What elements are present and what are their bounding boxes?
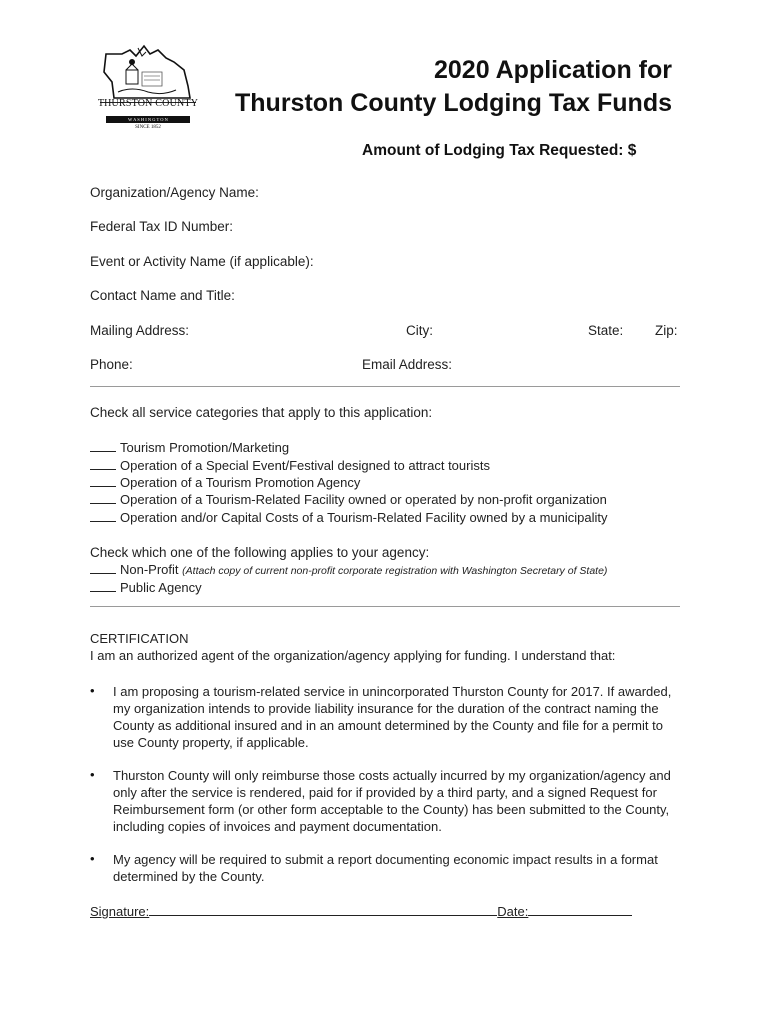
checkbox-blank[interactable]	[90, 580, 116, 592]
service-categories-heading: Check all service categories that apply to this application:	[90, 405, 433, 420]
county-map-icon	[92, 42, 204, 138]
service-item: Operation and/or Capital Costs of a Tourism-Related Facility owned by a municipality	[90, 510, 608, 525]
title-line-2: Thurston County Lodging Tax Funds	[235, 89, 672, 117]
service-item: Operation of a Tourism-Related Facility owned or operated by non-profit organization	[90, 492, 607, 507]
agency-type-heading: Check which one of the following applies to your agency:	[90, 545, 430, 560]
bullet-icon: •	[90, 767, 95, 782]
phone-label: Phone:	[90, 357, 133, 372]
signature-label: Signature:	[90, 904, 150, 919]
nonprofit-note: (Attach copy of current non-profit corporate registration with Washington Secretary of State)	[182, 565, 608, 577]
certification-intro: I am an authorized agent of the organization/agency applying for funding. I understand that:	[90, 648, 616, 663]
event-name-label: Event or Activity Name (if applicable):	[90, 254, 314, 269]
agency-option-nonprofit: Non-Profit (Attach copy of current non-profit corporate registration with Washington Secretary of State)	[90, 562, 607, 577]
signature-row	[90, 903, 632, 919]
title-line-1: 2020 Application for	[433, 56, 672, 84]
service-item: Tourism Promotion/Marketing	[90, 440, 289, 455]
logo-since: SINCE 1852	[135, 125, 161, 130]
zip-label: Zip:	[655, 323, 678, 338]
service-item: Operation of a Special Event/Festival designed to attract tourists	[90, 458, 490, 473]
city-label: City:	[406, 323, 433, 338]
divider	[90, 606, 680, 607]
tax-id-label: Federal Tax ID Number:	[90, 219, 234, 234]
checkbox-blank[interactable]	[90, 492, 116, 504]
email-label: Email Address:	[362, 357, 453, 372]
agency-option-public: Public Agency	[90, 580, 202, 595]
checkbox-blank[interactable]	[90, 458, 116, 470]
date-line[interactable]	[528, 903, 632, 916]
signature-line[interactable]	[149, 903, 497, 916]
date-label: Date:	[497, 904, 529, 919]
certification-heading: CERTIFICATION	[90, 631, 189, 646]
logo-county-name: THURSTON COUNTY	[97, 98, 199, 109]
service-item: Operation of a Tourism Promotion Agency	[90, 475, 360, 490]
bullet-icon: •	[90, 683, 95, 698]
checkbox-blank[interactable]	[90, 475, 116, 487]
logo-state: W A S H I N G T O N	[128, 117, 168, 122]
checkbox-blank[interactable]	[90, 562, 116, 574]
mailing-address-label: Mailing Address:	[90, 323, 190, 338]
org-name-label: Organization/Agency Name:	[90, 185, 259, 200]
checkbox-blank[interactable]	[90, 440, 116, 452]
thurston-county-logo	[92, 42, 204, 138]
amount-requested-label: Amount of Lodging Tax Requested: $	[362, 142, 637, 159]
contact-label: Contact Name and Title:	[90, 288, 235, 303]
bullet-icon: •	[90, 851, 95, 866]
state-label: State:	[588, 323, 624, 338]
divider	[90, 386, 680, 387]
checkbox-blank[interactable]	[90, 510, 116, 522]
